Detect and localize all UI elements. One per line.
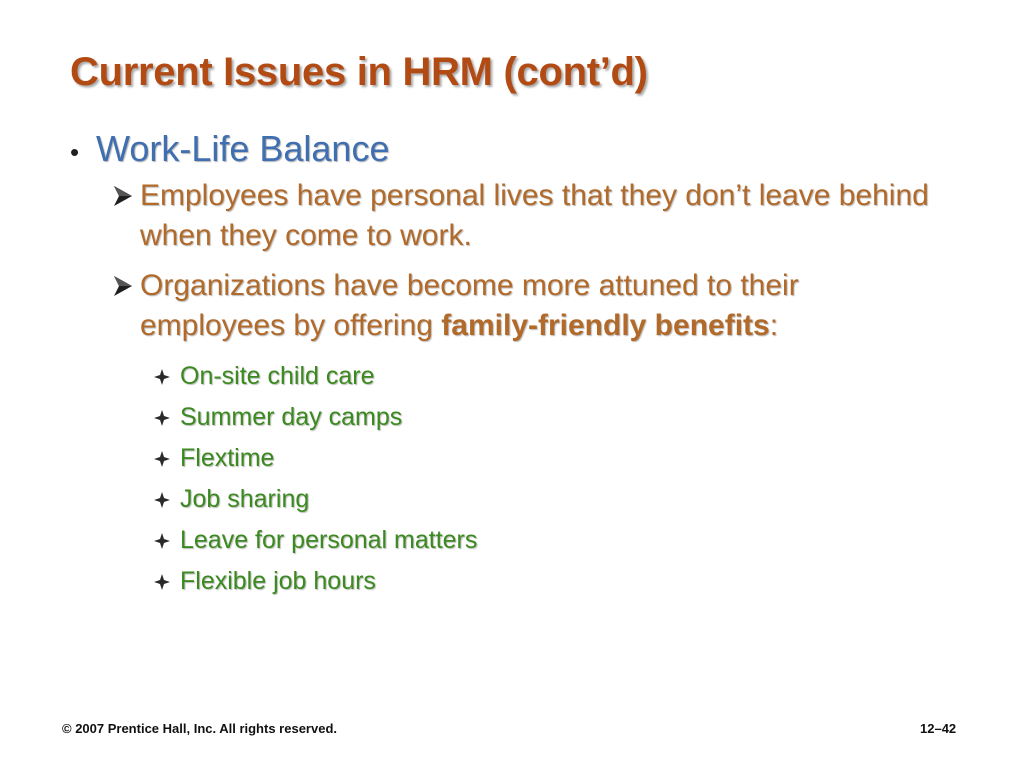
benefit-text: Summer day camps	[180, 403, 403, 431]
family-friendly-benefits-emphasis: family-friendly benefits	[441, 309, 770, 342]
benefit-item	[154, 479, 960, 520]
organizations-text-end: :	[769, 309, 779, 342]
level1-text: Work-Life Balance	[96, 128, 390, 169]
level2-item-organizations	[112, 266, 942, 346]
level2-item-employees	[112, 176, 942, 256]
organizations-text-start: Organizations have become more attuned to their employees by offering	[140, 269, 799, 342]
benefit-item	[154, 561, 960, 602]
diamond-bullet-icon	[154, 492, 180, 508]
benefit-item	[154, 438, 960, 479]
benefit-item	[154, 397, 960, 438]
bullet-dot: •	[70, 137, 80, 167]
diamond-bullet-icon	[154, 533, 180, 549]
benefits-list	[154, 356, 960, 602]
footer-page-number: 12–42	[920, 721, 957, 736]
level2-text-organizations	[140, 266, 942, 346]
level1-bullet-item	[70, 128, 960, 170]
diamond-bullet-icon	[154, 574, 180, 590]
benefit-item	[154, 520, 960, 561]
benefit-text: Flextime	[180, 444, 275, 472]
slide-content	[70, 128, 960, 602]
benefit-text: Job sharing	[180, 485, 310, 513]
benefit-text: Leave for personal matters	[180, 526, 478, 554]
benefit-item	[154, 356, 960, 397]
diamond-bullet-icon	[154, 410, 180, 426]
diamond-bullet-icon	[154, 369, 180, 385]
benefit-text: On-site child care	[180, 362, 375, 390]
arrow-bullet-icon	[112, 176, 140, 213]
benefit-text: Flexible job hours	[180, 567, 376, 595]
footer-copyright: © 2007 Prentice Hall, Inc. All rights reserved.	[62, 721, 337, 736]
level2-text-employees: Employees have personal lives that they don’t leave behind when they come to work.	[140, 179, 929, 252]
diamond-bullet-icon	[154, 451, 180, 467]
slide-title: Current Issues in HRM (cont’d)	[70, 50, 648, 94]
arrow-bullet-icon	[112, 266, 140, 303]
